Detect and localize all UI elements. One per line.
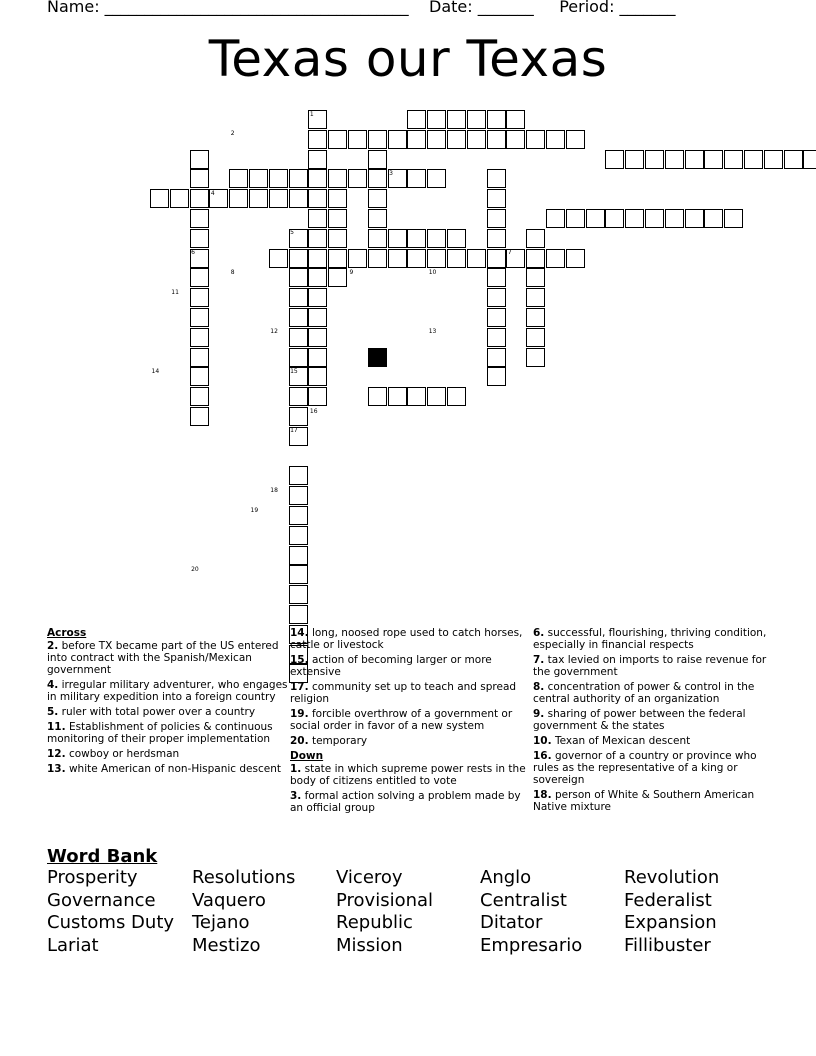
grid-cell[interactable] [269, 169, 288, 188]
grid-cell[interactable] [625, 150, 644, 169]
grid-cell[interactable] [487, 348, 506, 367]
grid-cell[interactable] [328, 130, 347, 149]
word-bank-item: Fillibuster [624, 934, 711, 956]
grid-clue-number: 13 [428, 328, 437, 336]
grid-cell[interactable] [308, 229, 327, 248]
grid-cell[interactable] [447, 229, 466, 248]
grid-cell[interactable] [308, 387, 327, 406]
grid-cell[interactable] [190, 407, 209, 426]
grid-cell[interactable] [526, 308, 545, 327]
grid-cell[interactable] [190, 169, 209, 188]
period-field[interactable]: Period: _______ [559, 0, 676, 16]
clue-down-18: 18. person of White & Southern American Native mixture [533, 789, 755, 813]
grid-cell[interactable] [526, 249, 545, 268]
grid-cell[interactable] [190, 268, 209, 287]
word-bank-item: Lariat [47, 934, 99, 956]
grid-cell[interactable] [308, 348, 327, 367]
grid-cell[interactable] [407, 169, 426, 188]
clue-across-14: 14. long, noosed rope used to catch horses, cattle or livestock [290, 627, 523, 651]
grid-cell[interactable] [289, 466, 308, 485]
clue-down-8: 8. concentration of power & control in the central authority of an organization [533, 681, 755, 705]
grid-cell[interactable] [289, 585, 308, 604]
grid-cell[interactable] [328, 169, 347, 188]
grid-cell[interactable] [190, 209, 209, 228]
grid-cell[interactable] [190, 189, 209, 208]
grid-cell[interactable] [427, 169, 446, 188]
grid-cell[interactable] [744, 150, 763, 169]
grid-cell[interactable] [289, 268, 308, 287]
grid-cell[interactable] [289, 169, 308, 188]
grid-cell[interactable] [308, 367, 327, 386]
clues-column-3 [533, 627, 778, 816]
grid-cell[interactable] [447, 387, 466, 406]
grid-cell[interactable] [526, 328, 545, 347]
grid-cell[interactable] [388, 130, 407, 149]
across-heading: Across [47, 627, 87, 639]
word-bank-item: Mestizo [192, 934, 261, 956]
grid-cell[interactable] [289, 308, 308, 327]
date-field[interactable]: Date: _______ [429, 0, 534, 16]
grid-cell[interactable] [289, 249, 308, 268]
grid-cell[interactable] [526, 268, 545, 287]
grid-cell[interactable] [170, 189, 189, 208]
grid-cell[interactable] [803, 150, 816, 169]
grid-cell[interactable] [249, 189, 268, 208]
grid-cell[interactable] [427, 110, 446, 129]
grid-cell[interactable] [427, 249, 446, 268]
grid-clue-number: 1 [309, 110, 314, 118]
grid-cell[interactable] [289, 328, 308, 347]
grid-clue-number: 16 [309, 407, 318, 415]
grid-cell[interactable] [487, 328, 506, 347]
clue-across-5: 5. ruler with total power over a country [47, 706, 256, 718]
grid-cell[interactable] [328, 189, 347, 208]
clue-down-7: 7. tax levied on imports to raise revenue for the government [533, 654, 767, 678]
grid-cell[interactable] [328, 229, 347, 248]
grid-cell[interactable] [190, 367, 209, 386]
grid-cell[interactable] [190, 288, 209, 307]
clue-down-10: 10. Texan of Mexican descent [533, 735, 691, 747]
grid-clue-number: 11 [171, 288, 179, 296]
grid-cell[interactable] [764, 150, 783, 169]
clues-column-2 [290, 627, 535, 817]
grid-cell[interactable] [487, 229, 506, 248]
grid-cell[interactable] [487, 209, 506, 228]
grid-cell[interactable] [487, 308, 506, 327]
grid-cell[interactable] [487, 288, 506, 307]
grid-cell[interactable] [368, 209, 387, 228]
grid-cell[interactable] [566, 130, 585, 149]
grid-cell[interactable] [546, 130, 565, 149]
grid-cell[interactable] [368, 229, 387, 248]
grid-cell[interactable] [308, 328, 327, 347]
grid-cell[interactable] [467, 110, 486, 129]
grid-cell[interactable] [289, 526, 308, 545]
grid-cell[interactable] [704, 209, 723, 228]
grid-clue-number: 19 [250, 506, 259, 514]
grid-cell[interactable] [289, 189, 308, 208]
grid-cell[interactable] [289, 506, 308, 525]
grid-cell[interactable] [467, 249, 486, 268]
grid-cell[interactable] [427, 130, 446, 149]
grid-cell[interactable] [308, 150, 327, 169]
grid-cell[interactable] [447, 130, 466, 149]
grid-cell[interactable] [368, 130, 387, 149]
clue-across-13: 13. white American of non-Hispanic descent [47, 763, 281, 775]
grid-cell[interactable] [289, 407, 308, 426]
grid-cell[interactable] [407, 110, 426, 129]
down-heading: Down [290, 750, 324, 762]
word-bank-item: Tejano [192, 912, 250, 933]
grid-cell[interactable] [546, 209, 565, 228]
clue-across-12: 12. cowboy or herdsman [47, 748, 180, 760]
word-bank-item: Empresario [480, 934, 583, 956]
word-bank-title: Word Bank [47, 846, 158, 867]
grid-cell[interactable] [308, 288, 327, 307]
grid-clue-number: 4 [210, 189, 215, 197]
clue-down-6: 6. successful, flourishing, thriving condition, especially in financial respects [533, 627, 767, 651]
grid-cell[interactable] [289, 288, 308, 307]
grid-cell-black [368, 348, 387, 367]
word-bank-item: Centralist [480, 889, 567, 911]
grid-cell[interactable] [328, 249, 347, 268]
grid-cell[interactable] [388, 249, 407, 268]
grid-clue-number: 9 [349, 268, 354, 276]
grid-clue-number: 20 [191, 565, 199, 573]
grid-cell[interactable] [724, 209, 743, 228]
grid-cell[interactable] [407, 387, 426, 406]
word-bank-item: Federalist [624, 889, 712, 911]
grid-clue-number: 12 [270, 328, 278, 336]
grid-clue-number: 17 [290, 427, 298, 435]
grid-cell[interactable] [526, 229, 545, 248]
clue-down-3: 3. formal action solving a problem made by an official group [290, 790, 521, 814]
word-bank-item: Vaquero [192, 889, 266, 911]
grid-cell[interactable] [368, 189, 387, 208]
grid-cell[interactable] [368, 169, 387, 188]
clues-column-1 [47, 627, 292, 778]
grid-cell[interactable] [368, 150, 387, 169]
grid-cell[interactable] [308, 249, 327, 268]
clue-down-9: 9. sharing of power between the federal government & the states [533, 708, 746, 732]
grid-clue-number: 2 [230, 130, 235, 138]
grid-clue-number: 18 [270, 486, 278, 494]
clue-across-20: 20. temporary [290, 735, 368, 747]
grid-cell[interactable] [665, 209, 684, 228]
word-bank-item: Republic [336, 912, 413, 933]
grid-cell[interactable] [289, 605, 308, 624]
word-bank-item: Anglo [480, 867, 532, 888]
grid-cell[interactable] [645, 150, 664, 169]
grid-cell[interactable] [566, 209, 585, 228]
grid-cell[interactable] [407, 249, 426, 268]
grid-cell[interactable] [427, 387, 446, 406]
grid-cell[interactable] [269, 189, 288, 208]
grid-cell[interactable] [685, 209, 704, 228]
grid-cell[interactable] [506, 130, 525, 149]
clue-across-11: 11. Establishment of policies & continuous monitoring of their proper implementation [47, 721, 273, 745]
word-bank-item: Provisional [336, 889, 434, 911]
grid-clue-number: 8 [230, 268, 235, 276]
clue-across-17: 17. community set up to teach and spread religion [290, 681, 517, 705]
grid-cell[interactable] [487, 130, 506, 149]
grid-cell[interactable] [308, 169, 327, 188]
clue-across-4: 4. irregular military adventurer, who engages in military expedition into a foreign country [47, 679, 288, 703]
word-bank-item: Revolution [624, 867, 720, 888]
grid-cell[interactable] [447, 249, 466, 268]
grid-cell[interactable] [368, 387, 387, 406]
grid-cell[interactable] [308, 209, 327, 228]
grid-cell[interactable] [249, 169, 268, 188]
clue-across-19: 19. forcible overthrow of a government or social order in favor of a new system [290, 708, 513, 732]
grid-cell[interactable] [685, 150, 704, 169]
grid-cell[interactable] [546, 249, 565, 268]
grid-cell[interactable] [526, 348, 545, 367]
grid-cell[interactable] [487, 189, 506, 208]
word-bank-item: Prosperity [47, 867, 138, 888]
word-bank-item: Customs Duty [47, 912, 175, 933]
grid-cell[interactable] [487, 169, 506, 188]
grid-cell[interactable] [190, 387, 209, 406]
grid-cell[interactable] [526, 288, 545, 307]
clue-across-15: 15. action of becoming larger or more extensive [290, 654, 492, 678]
word-bank-item: Expansion [624, 912, 717, 933]
grid-cell[interactable] [526, 130, 545, 149]
grid-cell[interactable] [190, 308, 209, 327]
grid-cell[interactable] [289, 348, 308, 367]
word-bank-item: Governance [47, 889, 156, 911]
grid-clue-number: 7 [507, 249, 512, 257]
clue-down-1: 1. state in which supreme power rests in the body of citizens entitled to vote [290, 763, 526, 787]
grid-cell[interactable] [229, 169, 248, 188]
grid-clue-number: 3 [389, 169, 393, 177]
grid-cell[interactable] [665, 150, 684, 169]
grid-cell[interactable] [348, 130, 367, 149]
grid-cell[interactable] [289, 565, 308, 584]
grid-cell[interactable] [605, 209, 624, 228]
grid-cell[interactable] [229, 189, 248, 208]
grid-cell[interactable] [388, 387, 407, 406]
grid-clue-number: 6 [191, 249, 195, 257]
grid-cell[interactable] [586, 209, 605, 228]
grid-clue-number: 14 [151, 367, 160, 375]
word-bank-item: Mission [336, 934, 403, 956]
grid-cell[interactable] [328, 209, 347, 228]
grid-cell[interactable] [427, 229, 446, 248]
grid-cell[interactable] [487, 268, 506, 287]
word-bank-item: Ditator [480, 912, 543, 933]
grid-cell[interactable] [328, 268, 347, 287]
grid-cell[interactable] [784, 150, 803, 169]
grid-cell[interactable] [190, 348, 209, 367]
grid-cell[interactable] [348, 169, 367, 188]
grid-cell[interactable] [605, 150, 624, 169]
grid-cell[interactable] [150, 189, 169, 208]
grid-clue-number: 10 [428, 268, 437, 276]
grid-cell[interactable] [368, 249, 387, 268]
grid-cell[interactable] [348, 249, 367, 268]
grid-cell[interactable] [487, 367, 506, 386]
grid-cell[interactable] [190, 150, 209, 169]
grid-cell[interactable] [506, 110, 525, 129]
grid-cell[interactable] [190, 328, 209, 347]
grid-cell[interactable] [407, 130, 426, 149]
grid-cell[interactable] [308, 189, 327, 208]
grid-cell[interactable] [308, 130, 327, 149]
grid-cell[interactable] [289, 486, 308, 505]
grid-cell[interactable] [289, 546, 308, 565]
grid-cell[interactable] [487, 249, 506, 268]
grid-clue-number: 15 [290, 367, 298, 375]
grid-cell[interactable] [407, 229, 426, 248]
grid-cell[interactable] [625, 209, 644, 228]
grid-clue-number: 5 [290, 229, 294, 237]
word-bank-item: Viceroy [336, 867, 403, 888]
grid-cell[interactable] [308, 268, 327, 287]
grid-cell[interactable] [388, 229, 407, 248]
grid-cell[interactable] [190, 229, 209, 248]
page-title: Texas our Texas [208, 30, 608, 88]
grid-cell[interactable] [289, 387, 308, 406]
clue-down-16: 16. governor of a country or province who rules as the representative of a king or sovereign [533, 750, 757, 786]
grid-cell[interactable] [704, 150, 723, 169]
clue-across-2: 2. before TX became part of the US entered into contract with the Spanish/Mexican government [47, 640, 279, 676]
grid-cell[interactable] [308, 308, 327, 327]
grid-cell[interactable] [467, 130, 486, 149]
grid-cell[interactable] [269, 249, 288, 268]
grid-cell[interactable] [447, 110, 466, 129]
grid-cell[interactable] [724, 150, 743, 169]
grid-cell[interactable] [487, 110, 506, 129]
grid-cell[interactable] [645, 209, 664, 228]
word-bank-item: Resolutions [192, 867, 296, 888]
name-field[interactable]: Name: ______________________________________ [47, 0, 409, 16]
grid-cell[interactable] [566, 249, 585, 268]
